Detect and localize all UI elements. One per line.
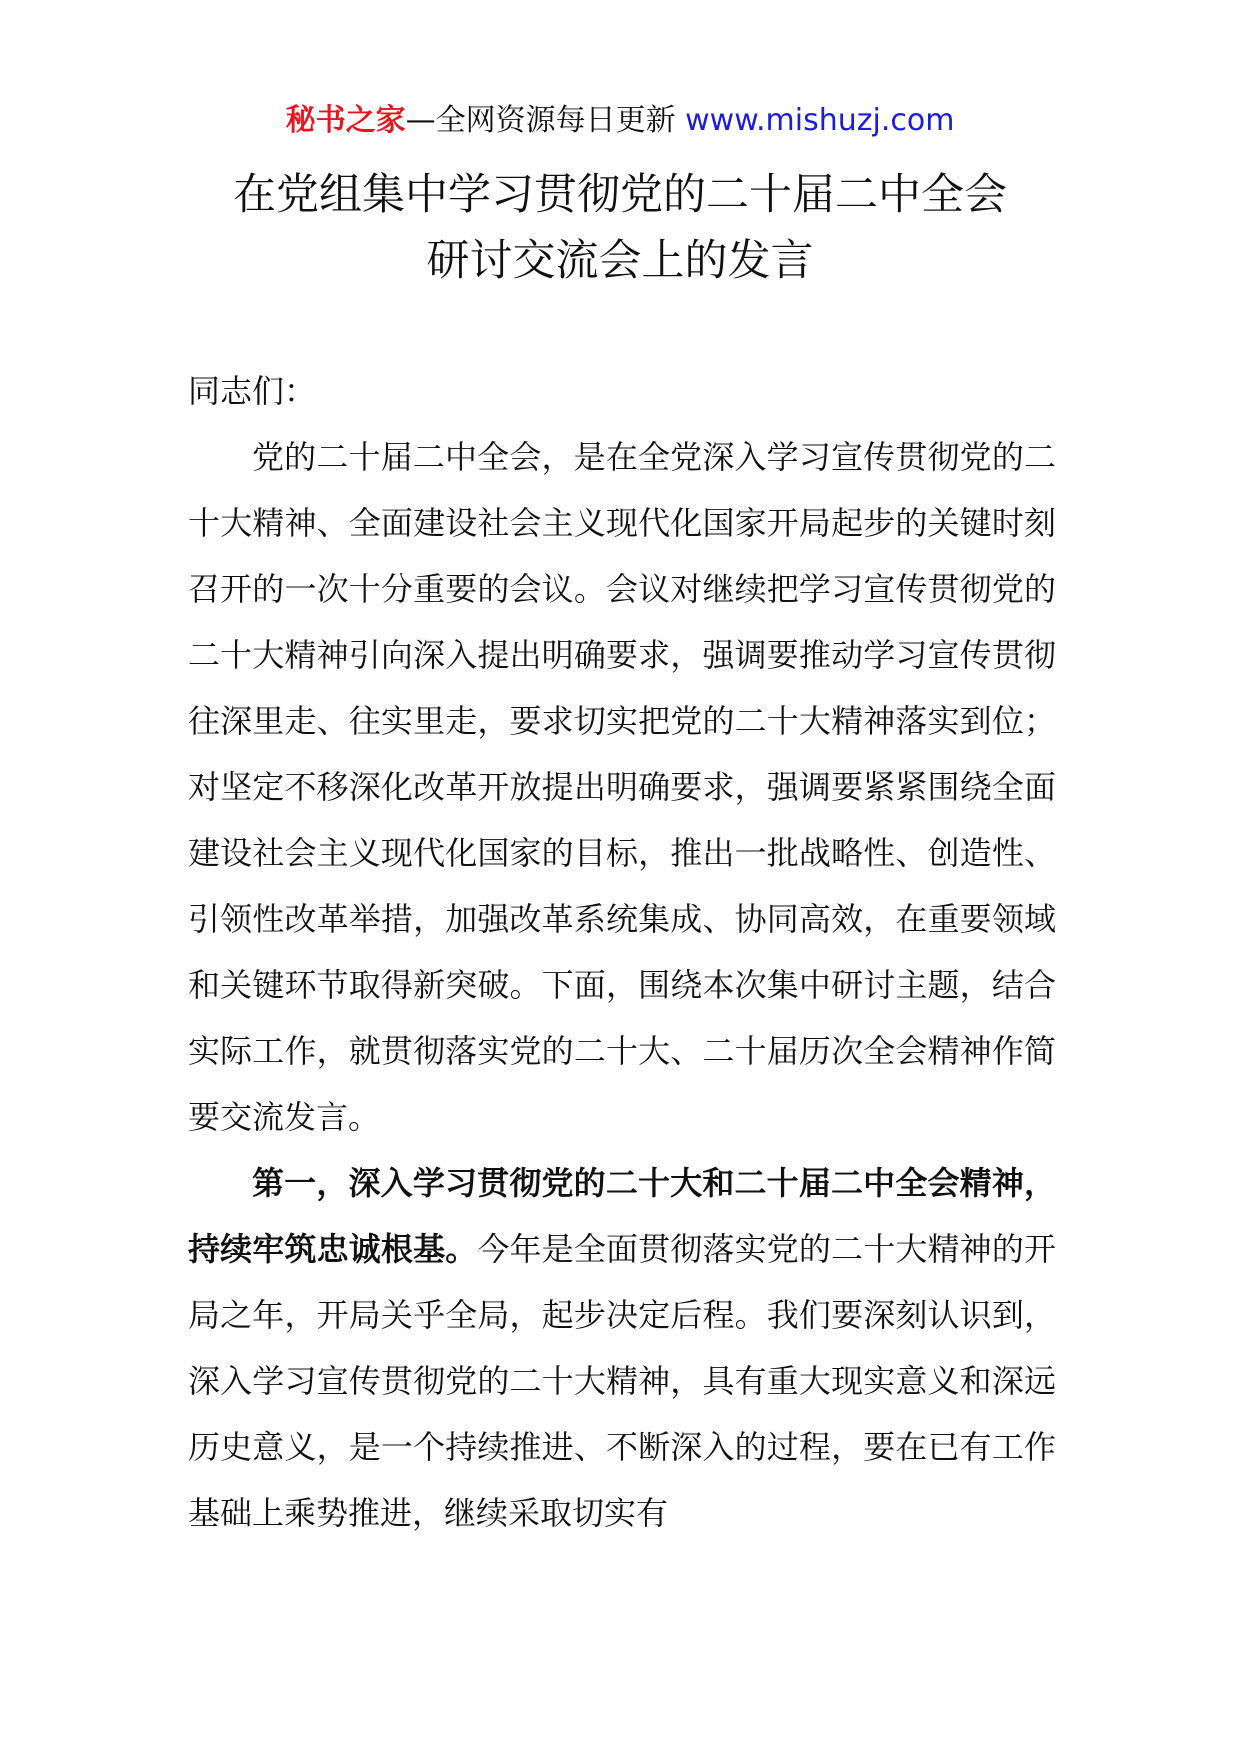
- title-line-1: 在党组集中学习贯彻党的二十届二中全会: [233, 170, 1007, 220]
- point-heading: 第一，深入学习贯彻党的二十大和二十届二中全会精神，持续牢筑忠诚根基。: [188, 1164, 1056, 1268]
- document-body: [188, 358, 1056, 1546]
- paragraph-first-point: [188, 1150, 1056, 1546]
- site-url-link[interactable]: www.mishuzj.com: [685, 103, 955, 138]
- title-line-2: 研讨交流会上的发言: [426, 236, 814, 286]
- point-text: 今年是全面贯彻落实党的二十大精神的开局之年，开局关乎全局，起步决定后程。我们要深刻认识到，深入学习宣传贯彻党的二十大精神，具有重大现实意义和深远历史意义，是一个持续推进、不断深入的过程，要在已有工作基础上乘势推进，继续采取切实有: [188, 1230, 1056, 1532]
- banner-tagline: —全网资源每日更新: [405, 103, 676, 138]
- site-banner: [0, 100, 1240, 142]
- document-title: [0, 162, 1240, 294]
- brand-name: 秘书之家: [285, 103, 406, 138]
- paragraph-intro: 党的二十届二中全会，是在全党深入学习宣传贯彻党的二十大精神、全面建设社会主义现代化国家开局起步的关键时刻召开的一次十分重要的会议。会议对继续把学习宣传贯彻党的二十大精神引向深入提出明确要求，强调要推动学习宣传贯彻往深里走、往实里走，要求切实把党的二十大精神落实到位；对坚定不移深化改革开放提出明确要求，强调要紧紧围绕全面建设社会主义现代化国家的目标，推出一批战略性、创造性、引领性改革举措，加强改革系统集成、协同高效，在重要领域和关键环节取得新突破。下面，围绕本次集中研讨主题，结合实际工作，就贯彻落实党的二十大、二十届历次全会精神作简要交流发言。: [188, 438, 1056, 1136]
- salutation: 同志们：: [188, 372, 317, 410]
